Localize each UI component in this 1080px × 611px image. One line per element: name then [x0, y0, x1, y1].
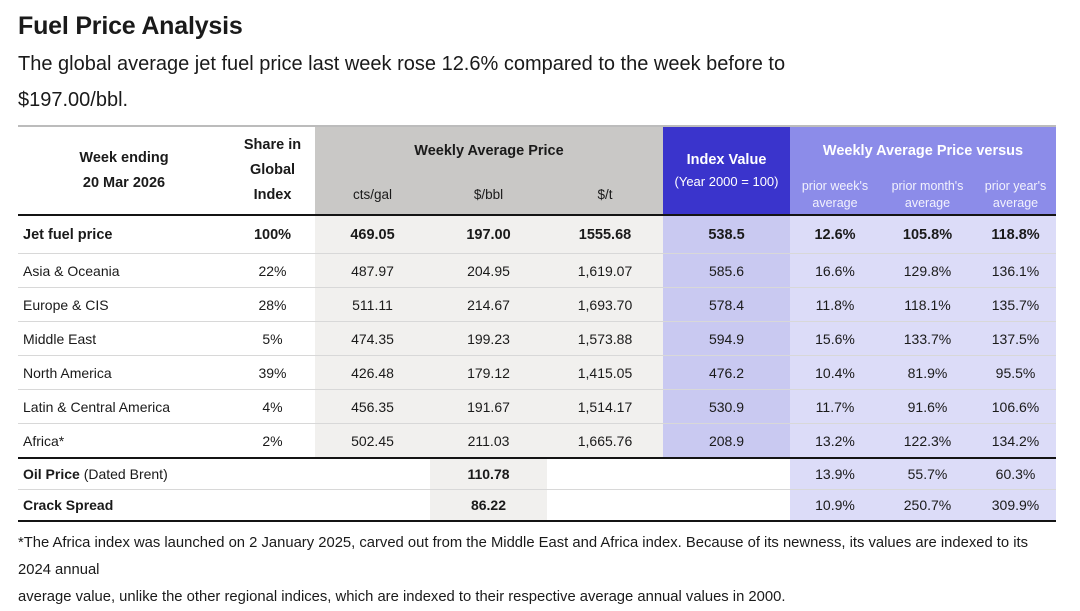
- summary-line-1: The global average jet fuel price last week rose 12.6% compared to the week before to: [18, 53, 786, 75]
- row-label: Crack Spread: [18, 490, 230, 522]
- cell-value: 134.2%: [975, 424, 1056, 459]
- cell-value: 60.3%: [975, 458, 1056, 490]
- cell-value: 1,514.17: [547, 390, 663, 424]
- cell-value: 137.5%: [975, 322, 1056, 356]
- table-body: [18, 215, 1056, 521]
- col-header-prior-week: prior week's average: [790, 175, 880, 215]
- cell-value: 211.03: [430, 424, 547, 459]
- cell-value: 1,693.70: [547, 288, 663, 322]
- cell-value: 1,619.07: [547, 254, 663, 288]
- col-header-cts-gal: cts/gal: [315, 175, 430, 215]
- cell-value: 204.95: [430, 254, 547, 288]
- footnote-line-2: average value, unlike the other regional indices, which are indexed to their respective average annual values in 2000.: [18, 589, 786, 605]
- cell-value: 118.8%: [975, 215, 1056, 254]
- row-label: Oil Price (Dated Brent): [18, 458, 230, 490]
- cell-value: 585.6: [663, 254, 790, 288]
- cell-value: 487.97: [315, 254, 430, 288]
- cell-value: 456.35: [315, 390, 430, 424]
- cell-value: 13.9%: [790, 458, 880, 490]
- cell-value: [315, 458, 430, 490]
- table-row: [18, 390, 1056, 424]
- cell-value: 594.9: [663, 322, 790, 356]
- cell-value: [663, 490, 790, 522]
- fuel-price-table: [18, 125, 1056, 522]
- summary-line-2: $197.00/bbl.: [18, 89, 129, 111]
- col-header-prior-month: prior month's average: [880, 175, 975, 215]
- col-header-share: Share in Global Index: [230, 126, 315, 215]
- cell-value: 105.8%: [880, 215, 975, 254]
- cell-value: 22%: [230, 254, 315, 288]
- page-title: Fuel Price Analysis: [18, 12, 243, 40]
- row-label: Asia & Oceania: [18, 254, 230, 288]
- cell-value: [663, 458, 790, 490]
- cell-value: 1,573.88: [547, 322, 663, 356]
- row-label: Latin & Central America: [18, 390, 230, 424]
- cell-value: [547, 490, 663, 522]
- cell-value: 12.6%: [790, 215, 880, 254]
- table-row-summary: [18, 490, 1056, 522]
- cell-value: 133.7%: [880, 322, 975, 356]
- cell-value: 11.7%: [790, 390, 880, 424]
- table-row: [18, 288, 1056, 322]
- cell-value: 39%: [230, 356, 315, 390]
- cell-value: 86.22: [430, 490, 547, 522]
- cell-value: 122.3%: [880, 424, 975, 459]
- cell-value: 16.6%: [790, 254, 880, 288]
- row-label: Europe & CIS: [18, 288, 230, 322]
- col-header-weekly-average-price: Weekly Average Price: [315, 126, 663, 175]
- col-header-prior-year: prior year's average: [975, 175, 1056, 215]
- cell-value: 135.7%: [975, 288, 1056, 322]
- cell-value: 4%: [230, 390, 315, 424]
- table-row: [18, 215, 1056, 254]
- cell-value: 197.00: [430, 215, 547, 254]
- cell-value: 199.23: [430, 322, 547, 356]
- row-label: Middle East: [18, 322, 230, 356]
- cell-value: 502.45: [315, 424, 430, 459]
- table-header: [18, 126, 1056, 215]
- cell-value: 110.78: [430, 458, 547, 490]
- cell-value: 1,665.76: [547, 424, 663, 459]
- row-label: North America: [18, 356, 230, 390]
- cell-value: [230, 490, 315, 522]
- cell-value: 426.48: [315, 356, 430, 390]
- cell-value: 1,415.05: [547, 356, 663, 390]
- cell-value: 208.9: [663, 424, 790, 459]
- cell-value: 11.8%: [790, 288, 880, 322]
- cell-value: 129.8%: [880, 254, 975, 288]
- footnote-line-1: *The Africa index was launched on 2 January 2025, carved out from the Middle East and Africa index. Because of its newness, its values are indexed to its 2024 annual: [18, 535, 1029, 578]
- cell-value: 578.4: [663, 288, 790, 322]
- cell-value: 179.12: [430, 356, 547, 390]
- cell-value: 5%: [230, 322, 315, 356]
- cell-value: 250.7%: [880, 490, 975, 522]
- cell-value: [547, 458, 663, 490]
- cell-value: 530.9: [663, 390, 790, 424]
- cell-value: 10.9%: [790, 490, 880, 522]
- cell-value: 100%: [230, 215, 315, 254]
- cell-value: 2%: [230, 424, 315, 459]
- col-header-week-ending: Week ending 20 Mar 2026: [18, 126, 230, 215]
- cell-value: 476.2: [663, 356, 790, 390]
- cell-value: 136.1%: [975, 254, 1056, 288]
- col-header-dollar-bbl: $/bbl: [430, 175, 547, 215]
- cell-value: [230, 458, 315, 490]
- cell-value: 28%: [230, 288, 315, 322]
- cell-value: 106.6%: [975, 390, 1056, 424]
- row-label: Jet fuel price: [18, 215, 230, 254]
- cell-value: 469.05: [315, 215, 430, 254]
- cell-value: 538.5: [663, 215, 790, 254]
- cell-value: 55.7%: [880, 458, 975, 490]
- cell-value: 81.9%: [880, 356, 975, 390]
- summary-text: [18, 46, 1062, 118]
- table-row-summary: [18, 458, 1056, 490]
- cell-value: 10.4%: [790, 356, 880, 390]
- col-header-versus: Weekly Average Price versus: [790, 126, 1056, 175]
- cell-value: 309.9%: [975, 490, 1056, 522]
- table-row: [18, 356, 1056, 390]
- col-header-dollar-t: $/t: [547, 175, 663, 215]
- row-label: Africa*: [18, 424, 230, 459]
- cell-value: 13.2%: [790, 424, 880, 459]
- cell-value: 91.6%: [880, 390, 975, 424]
- table-row: [18, 424, 1056, 459]
- cell-value: 474.35: [315, 322, 430, 356]
- table-row: [18, 254, 1056, 288]
- cell-value: [315, 490, 430, 522]
- table-row: [18, 322, 1056, 356]
- cell-value: 118.1%: [880, 288, 975, 322]
- col-header-index-value: Index Value (Year 2000 = 100): [663, 126, 790, 215]
- cell-value: 214.67: [430, 288, 547, 322]
- cell-value: 511.11: [315, 288, 430, 322]
- cell-value: 191.67: [430, 390, 547, 424]
- cell-value: 1555.68: [547, 215, 663, 254]
- cell-value: 15.6%: [790, 322, 880, 356]
- cell-value: 95.5%: [975, 356, 1056, 390]
